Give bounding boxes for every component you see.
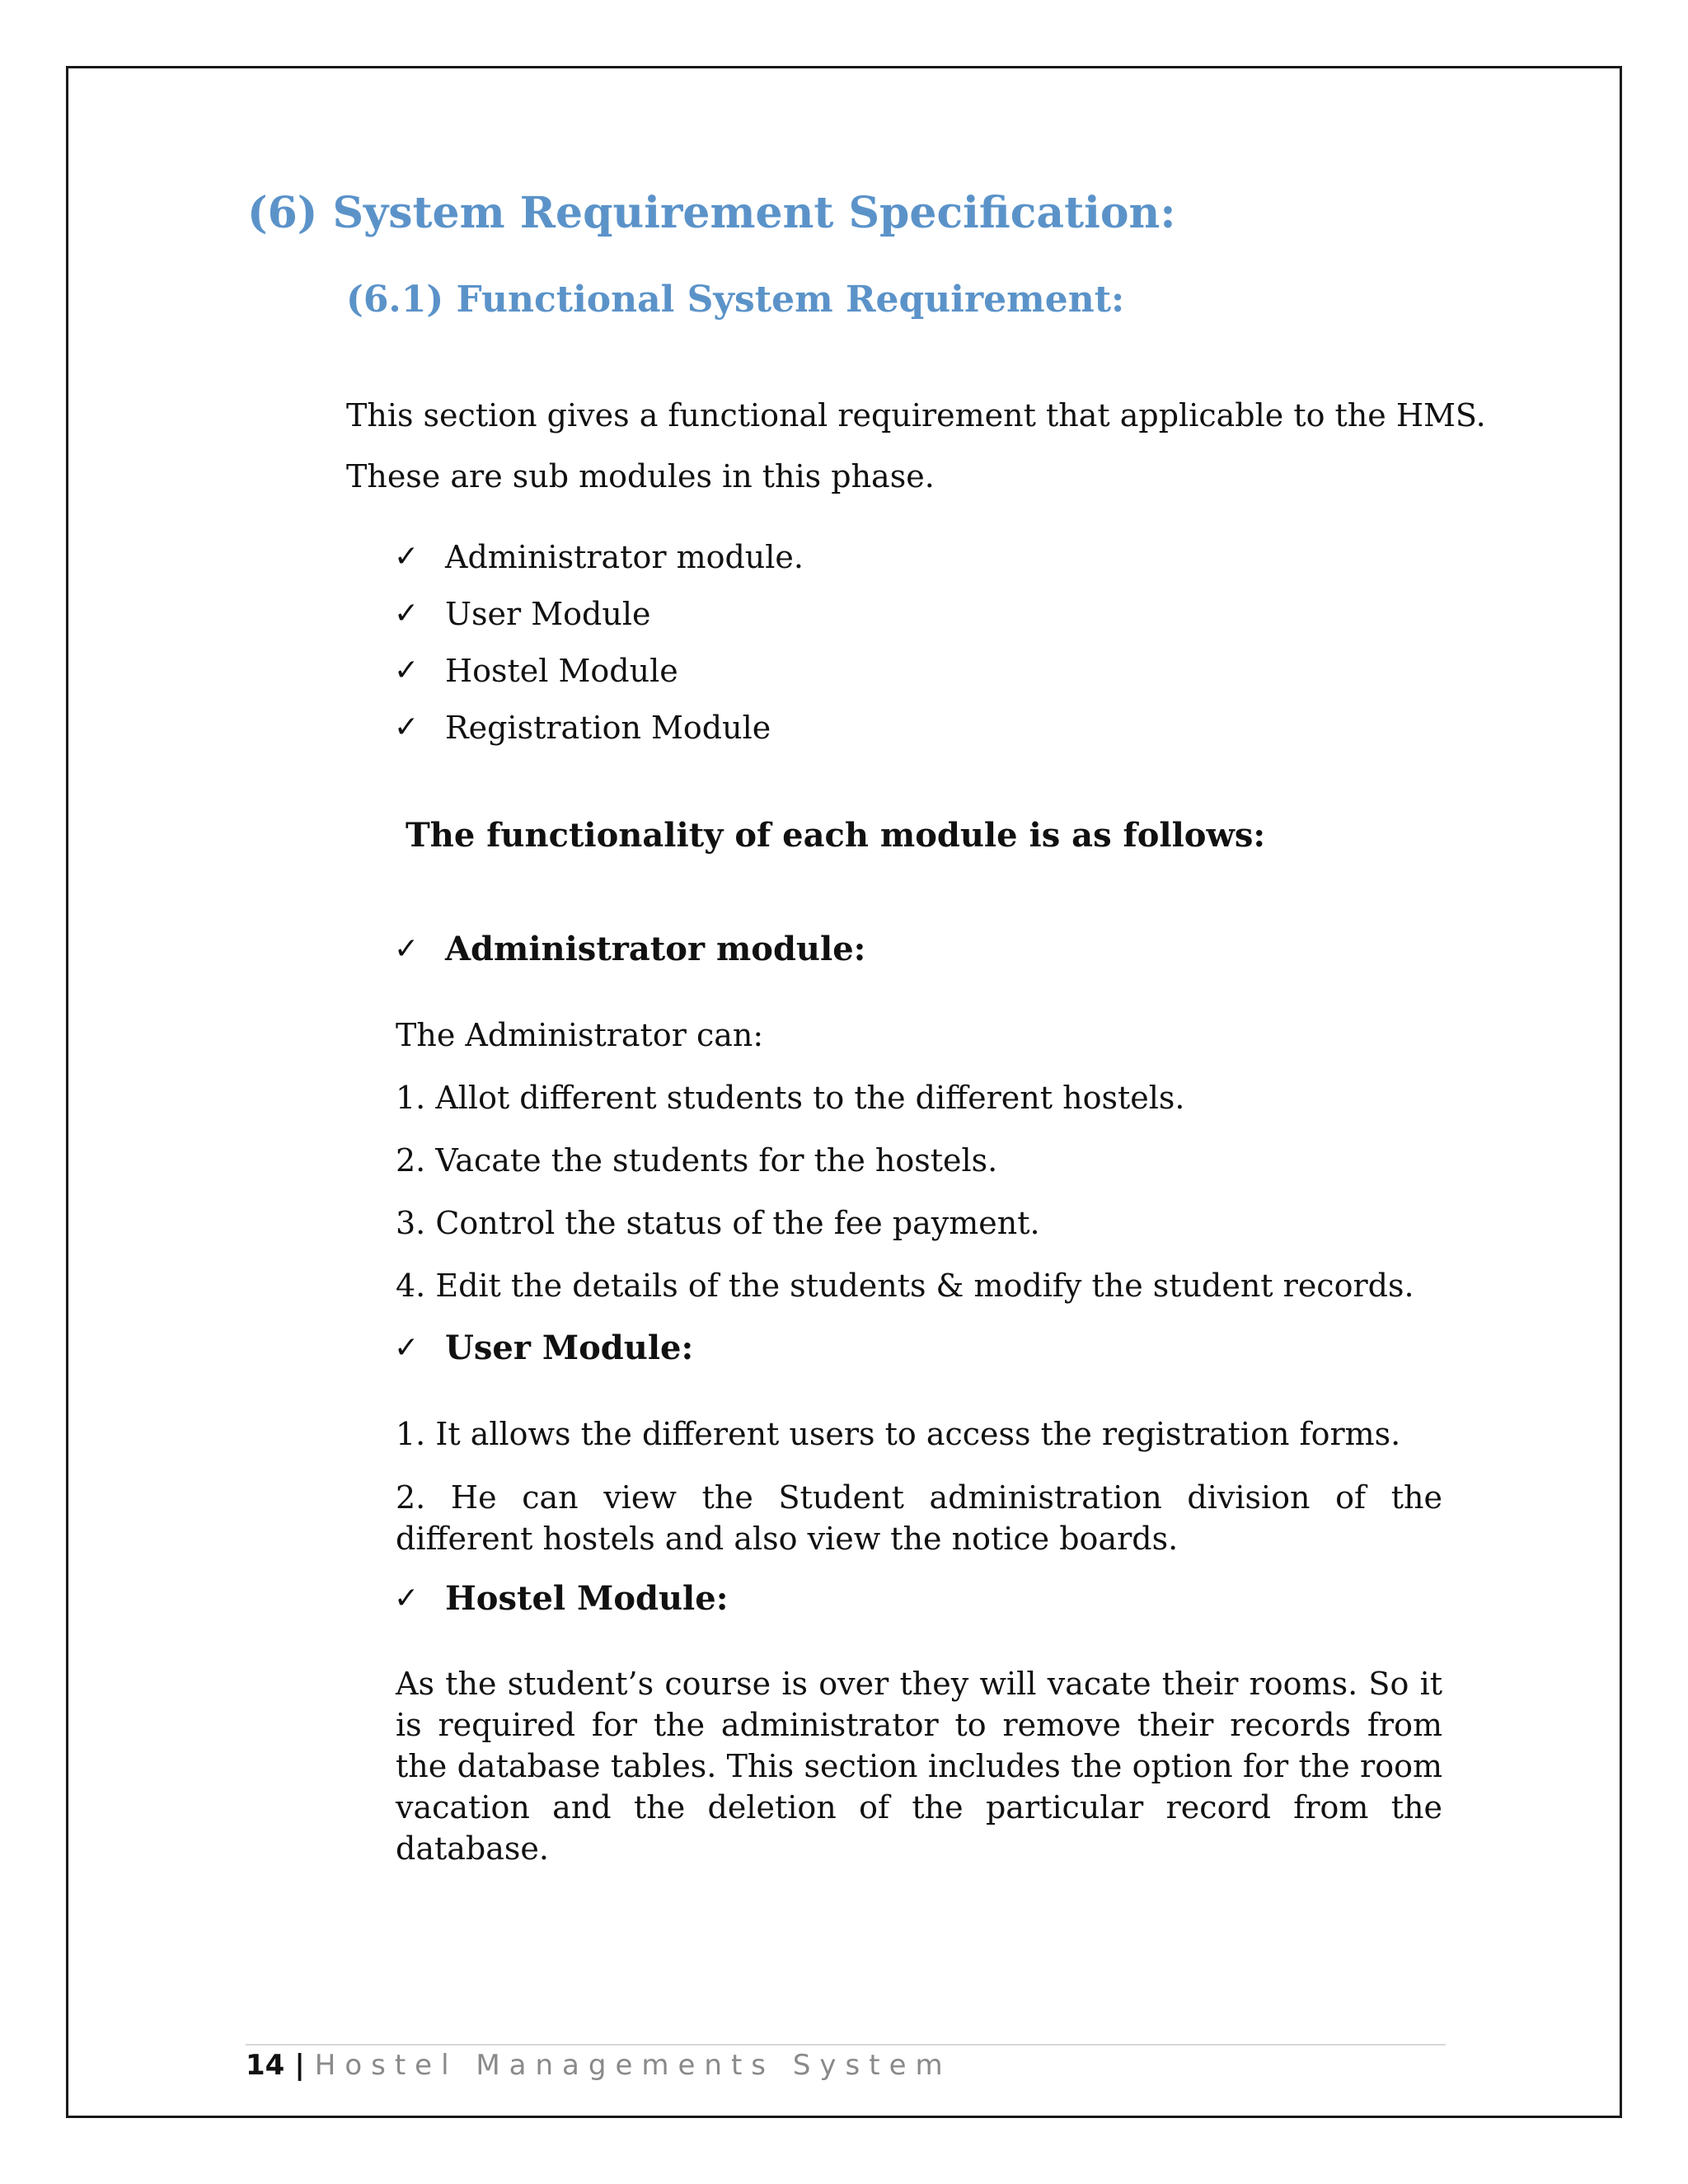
list-item	[394, 648, 804, 705]
checkmark-icon: ✓	[394, 1331, 420, 1365]
user-item-1: 1. It allows the different users to access the registration forms.	[396, 1416, 1401, 1452]
user-item-2: 2. He can view the Student administration division of the different hostels and also view the notice boards.	[396, 1479, 1442, 1557]
footer-separator: |	[294, 2049, 305, 2082]
module-label: Administrator module.	[445, 539, 804, 575]
module-label: Registration Module	[445, 710, 771, 746]
subsection-heading: (6.1) Functional System Requirement:	[346, 279, 1125, 321]
user-module-title: User Module:	[445, 1329, 694, 1367]
list-item	[394, 705, 804, 762]
intro-line-1: This section gives a functional requirement that applicable to the HMS.	[346, 397, 1486, 434]
admin-module-title: Administrator module:	[445, 930, 866, 968]
intro-line-2: These are sub modules in this phase.	[346, 458, 935, 494]
hostel-module-title: Hostel Module:	[445, 1579, 729, 1618]
section-heading: (6) System Requirement Specification:	[247, 188, 1176, 238]
admin-item-3: 3. Control the status of the fee payment.	[396, 1205, 1040, 1241]
checkmark-icon: ✓	[394, 1582, 420, 1615]
module-label: Hostel Module	[445, 653, 678, 689]
list-item	[394, 534, 804, 591]
checkmark-icon: ✓	[394, 540, 420, 574]
checkmark-icon: ✓	[394, 654, 420, 687]
hostel-module-heading	[394, 1579, 728, 1618]
footer-title: Hostel Managements System	[314, 2049, 952, 2082]
admin-module-heading	[394, 930, 865, 968]
checkmark-icon: ✓	[394, 710, 420, 744]
admin-item-4: 4. Edit the details of the students & modify the student records.	[396, 1268, 1414, 1304]
page-footer	[246, 2049, 952, 2082]
hostel-description: As the student’s course is over they will vacate their rooms. So it is required for the administrator to remove their records from the database tables. This section includes the option for the room vacation and the deletion of the particular record from the database.	[396, 1666, 1442, 1867]
checkmark-icon: ✓	[394, 597, 420, 630]
page-number: 14	[246, 2049, 285, 2082]
functionality-heading: The functionality of each module is as follows:	[406, 816, 1266, 855]
admin-item-1: 1. Allot different students to the different hostels.	[396, 1080, 1185, 1116]
admin-item-2: 2. Vacate the students for the hostels.	[396, 1142, 998, 1179]
module-label: User Module	[445, 596, 651, 632]
footer-divider	[246, 2044, 1446, 2046]
list-item	[394, 591, 804, 648]
module-checklist	[394, 534, 804, 762]
admin-lead: The Administrator can:	[396, 1017, 764, 1053]
checkmark-icon: ✓	[394, 932, 420, 966]
user-module-heading	[394, 1329, 693, 1367]
